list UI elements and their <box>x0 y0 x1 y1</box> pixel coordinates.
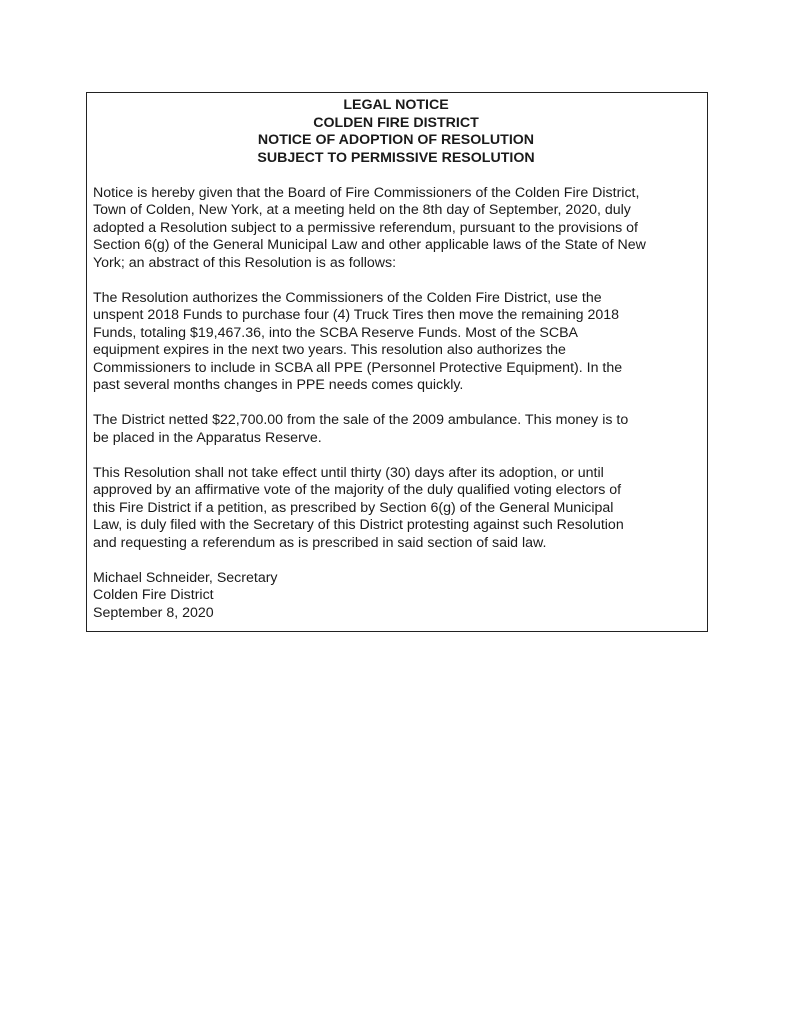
signer-name: Michael Schneider, Secretary <box>93 569 278 586</box>
text-line: The Resolution authorizes the Commissioners of the Colden Fire District, use the <box>93 289 602 306</box>
text-line: unspent 2018 Funds to purchase four (4) Truck Tires then move the remaining 2018 <box>93 307 620 323</box>
text-line: approved by an affirmative vote of the majority of the duly qualified voting electors of <box>93 482 622 498</box>
heading-subject-to: SUBJECT TO PERMISSIVE RESOLUTION <box>257 149 535 166</box>
paragraph-effective-date <box>93 465 699 553</box>
text-line: Commissioners to include in SCBA all PPE (Personnel Protective Equipment). In the <box>93 359 623 376</box>
text-line: Funds, totaling $19,467.36, into the SCBA Reserve Funds. Most of the SCBA <box>93 324 579 341</box>
text-line: This Resolution shall not take effect until thirty (30) days after its adoption, or until <box>93 464 604 481</box>
text-line: this Fire District if a petition, as prescribed by Section 6(g) of the General Municipal <box>93 499 614 516</box>
heading-notice-of-adoption: NOTICE OF ADOPTION OF RESOLUTION <box>257 132 535 148</box>
text-line: adopted a Resolution subject to a permissive referendum, pursuant to the provisions of <box>93 219 638 236</box>
paragraph-ambulance-sale <box>93 412 699 447</box>
text-line: Town of Colden, New York, at a meeting held on the 8th day of September, 2020, duly <box>93 202 631 218</box>
text-line: The District netted $22,700.00 from the sale of the 2009 ambulance. This money is to <box>93 412 629 428</box>
text-line: York; an abstract of this Resolution is as follows: <box>93 254 397 271</box>
text-line: be placed in the Apparatus Reserve. <box>93 429 322 446</box>
text-line: Section 6(g) of the General Municipal Law and other applicable laws of the State of New <box>93 237 646 253</box>
notice-heading <box>93 97 699 167</box>
text-line: and requesting a referendum as is prescribed in said section of said law. <box>93 534 547 551</box>
text-line: equipment expires in the next two years. This resolution also authorizes the <box>93 342 566 358</box>
paragraph-resolution-authorizes <box>93 290 699 395</box>
legal-notice-box <box>86 92 708 632</box>
heading-legal-notice: LEGAL NOTICE <box>343 97 449 113</box>
heading-district-name: COLDEN FIRE DISTRICT <box>313 114 479 131</box>
text-line: past several months changes in PPE needs comes quickly. <box>93 377 464 393</box>
paragraph-notice-intro <box>93 185 699 273</box>
signature-date: September 8, 2020 <box>93 604 214 621</box>
text-line: Notice is hereby given that the Board of Fire Commissioners of the Colden Fire District, <box>93 184 640 201</box>
signer-organization: Colden Fire District <box>93 587 214 603</box>
signature-block <box>93 570 699 623</box>
text-line: Law, is duly filed with the Secretary of this District protesting against such Resolution <box>93 517 624 533</box>
